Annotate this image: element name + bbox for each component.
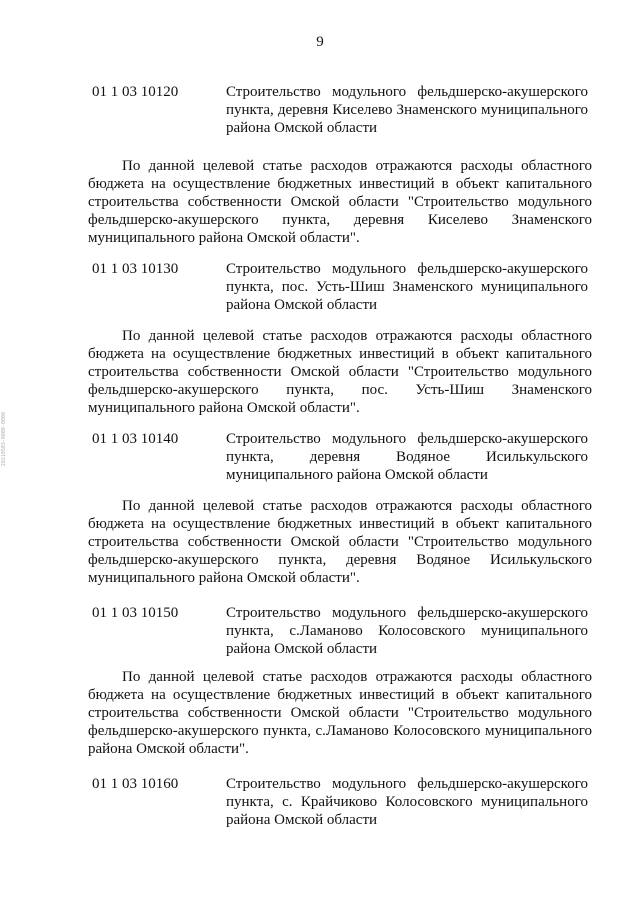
page-number: 9 (316, 34, 324, 50)
entry-description: По данной целевой статье расходов отражаются расходы областного бюджета на осуществление бюджетных инвестиций в объект капитального строительства собственности Омской области "Строительство модульного фельдшерско-акушерского пункта, деревня Водяное Исилькульского муниципального района Омской области". (88, 498, 592, 586)
entry-code: 01 1 03 10150 (92, 605, 179, 621)
budget-entry (92, 83, 592, 137)
entry-code: 01 1 03 10130 (92, 261, 179, 277)
entry-title: Строительство модульного фельдшерско-акушерского пункта, пос. Усть-Шиш Знаменского муниципального района Омской области (226, 261, 588, 313)
entry-title: Строительство модульного фельдшерско-акушерского пункта, деревня Водяное Исилькульского муниципального района Омской области (226, 431, 588, 483)
budget-entry (92, 260, 592, 314)
budget-entry (92, 604, 592, 658)
entry-title: Строительство модульного фельдшерско-акушерского пункта, с. Крайчиково Колосовского муниципального района Омской области (226, 776, 588, 828)
entry-code: 01 1 03 10120 (92, 84, 179, 100)
budget-entry (92, 775, 592, 829)
entry-description: По данной целевой статье расходов отражаются расходы областного бюджета на осуществление бюджетных инвестиций в объект капитального строительства собственности Омской области "Строительство модульного фельдшерско-акушерского пункта, деревня Киселево Знаменского муниципального района Омской области". (88, 158, 592, 246)
scan-sheet-id: 20210503-0000-0000 (1, 412, 7, 467)
entry-code: 01 1 03 10160 (92, 776, 179, 792)
entry-description: По данной целевой статье расходов отражаются расходы областного бюджета на осуществление бюджетных инвестиций в объект капитального строительства собственности Омской области "Строительство модульного фельдшерско-акушерского пункта, пос. Усть-Шиш Знаменского муниципального района Омской области". (88, 328, 592, 416)
entry-title: Строительство модульного фельдшерско-акушерского пункта, деревня Киселево Знаменского муниципального района Омской области (226, 84, 588, 136)
entry-code: 01 1 03 10140 (92, 431, 179, 447)
entry-description: По данной целевой статье расходов отражаются расходы областного бюджета на осуществление бюджетных инвестиций в объект капитального строительства собственности Омской области "Строительство модульного фельдшерско-акушерского пункта, с.Ламаново Колосовского муниципального района Омской области". (88, 669, 592, 757)
budget-entry (92, 430, 592, 484)
entry-title: Строительство модульного фельдшерско-акушерского пункта, с.Ламаново Колосовского муниципального района Омской области (226, 605, 588, 657)
